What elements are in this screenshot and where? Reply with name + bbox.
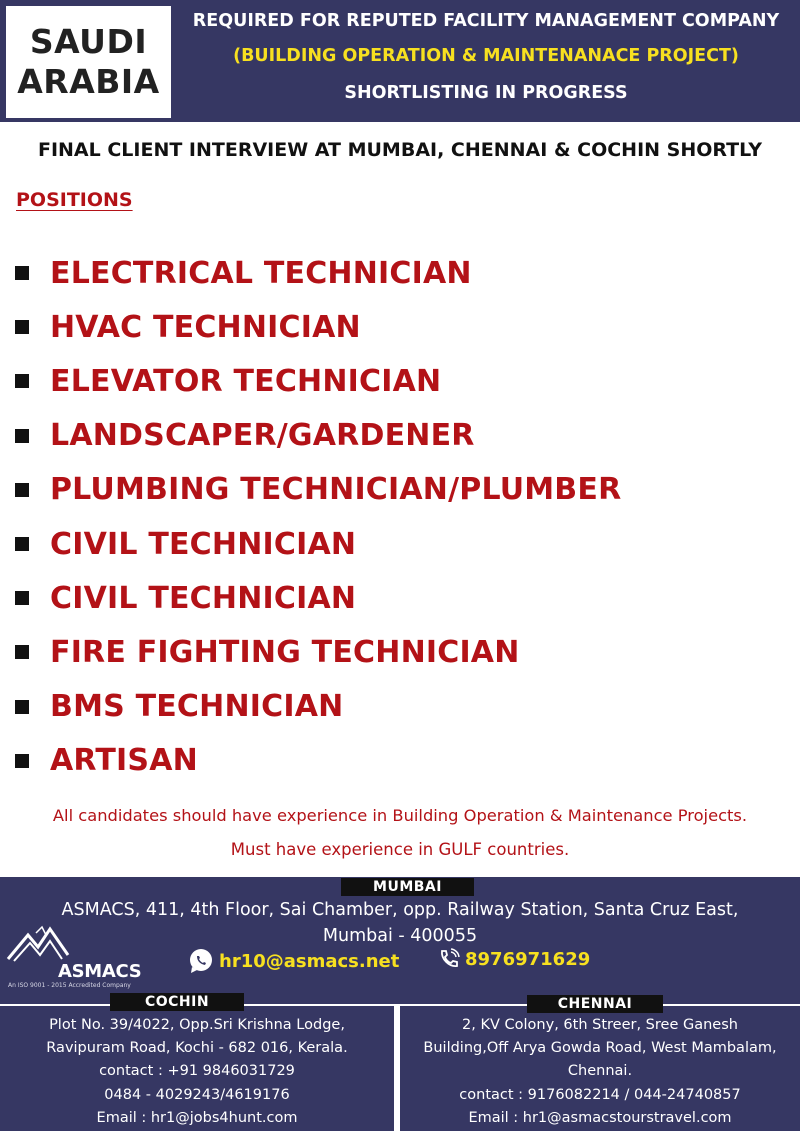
phone-icon [438,948,460,970]
position-title: BMS TECHNICIAN [50,689,344,725]
position-item [0,571,800,625]
cochin-panel [0,1004,394,1128]
square-bullet-icon [15,645,29,659]
square-bullet-icon [15,266,29,280]
whatsapp-icon [188,948,214,974]
square-bullet-icon [15,591,29,605]
cochin-line-1: Plot No. 39/4022, Opp.Sri Krishna Lodge, [49,1017,345,1033]
header-lines [176,6,796,110]
position-item [0,354,800,408]
position-item [0,517,800,571]
header-banner [0,0,800,122]
mumbai-email[interactable] [188,948,399,974]
asmacs-logo [6,925,146,995]
position-item [0,246,800,300]
mumbai-tag: MUMBAI [341,878,474,896]
country-line-2: ARABIA [17,62,160,101]
positions-heading: POSITIONS [16,189,133,211]
square-bullet-icon [15,483,29,497]
country-line-1: SAUDI [29,22,148,61]
footer-contacts [0,877,800,1131]
square-bullet-icon [15,537,29,551]
cochin-contact: contact : +91 9846031729 [99,1063,295,1080]
position-title: HVAC TECHNICIAN [50,309,361,345]
position-title: FIRE FIGHTING TECHNICIAN [50,634,520,670]
cochin-line-2: Ravipuram Road, Kochi - 682 016, Kerala. [46,1040,348,1057]
mumbai-email-text[interactable]: hr10@asmacs.net [219,950,400,972]
position-title: CIVIL TECHNICIAN [50,580,357,616]
logo-subtitle: An ISO 9001 - 2015 Accredited Company [8,982,131,989]
country-box [6,6,171,118]
chennai-email[interactable]: Email : hr1@asmacstourstravel.com [468,1109,732,1126]
square-bullet-icon [15,320,29,334]
position-item [0,625,800,679]
header-requirement: REQUIRED FOR REPUTED FACILITY MANAGEMENT COMPANY [192,11,780,31]
square-bullet-icon [15,429,29,443]
position-title: PLUMBING TECHNICIAN/PLUMBER [50,472,622,508]
position-item [0,734,800,788]
position-title: LANDSCAPER/GARDENER [50,418,475,454]
header-status: SHORTLISTING IN PROGRESS [344,83,628,103]
cochin-address [0,1014,394,1130]
position-item [0,680,800,734]
square-bullet-icon [15,700,29,714]
chennai-line-2: Building,Off Arya Gowda Road, West Mambalam, [423,1040,777,1057]
position-item [0,300,800,354]
position-title: ARTISAN [50,743,198,779]
chennai-line-3: Chennai. [567,1063,633,1080]
position-title: ELEVATOR TECHNICIAN [50,363,442,399]
position-item [0,463,800,517]
positions-list [0,246,800,788]
cochin-tag: COCHIN [110,993,244,1011]
mumbai-phone[interactable] [438,948,590,970]
square-bullet-icon [15,754,29,768]
position-title: CIVIL TECHNICIAN [50,526,357,562]
interview-notice: FINAL CLIENT INTERVIEW AT MUMBAI, CHENNAI & COCHIN SHORTLY [37,139,763,161]
square-bullet-icon [15,374,29,388]
position-title: ELECTRICAL TECHNICIAN [50,255,472,291]
cochin-email[interactable]: Email : hr1@jobs4hunt.com [96,1109,298,1126]
header-project: (BUILDING OPERATION & MAINTENANACE PROJECT) [233,46,739,66]
mumbai-address-line-2: Mumbai - 400055 [322,926,478,946]
chennai-tag: CHENNAI [527,995,663,1013]
position-item [0,409,800,463]
chennai-contact: contact : 9176082214 / 044-24740857 [459,1086,741,1103]
gulf-note: Must have experience in GULF countries. [230,840,570,859]
cochin-landline: 0484 - 4029243/4619176 [104,1086,290,1103]
mumbai-phone-text[interactable]: 8976971629 [465,948,591,970]
mumbai-address-line-1: ASMACS, 411, 4th Floor, Sai Chamber, opp. Railway Station, Santa Cruz East, [61,900,739,920]
mountain-logo-icon [6,925,86,963]
experience-note: All candidates should have experience in Building Operation & Maintenance Projects. [52,806,748,825]
chennai-address [400,1014,800,1130]
chennai-panel [400,1004,800,1128]
logo-name: ASMACS [58,961,142,982]
chennai-line-1: 2, KV Colony, 6th Streer, Sree Ganesh [462,1017,738,1033]
